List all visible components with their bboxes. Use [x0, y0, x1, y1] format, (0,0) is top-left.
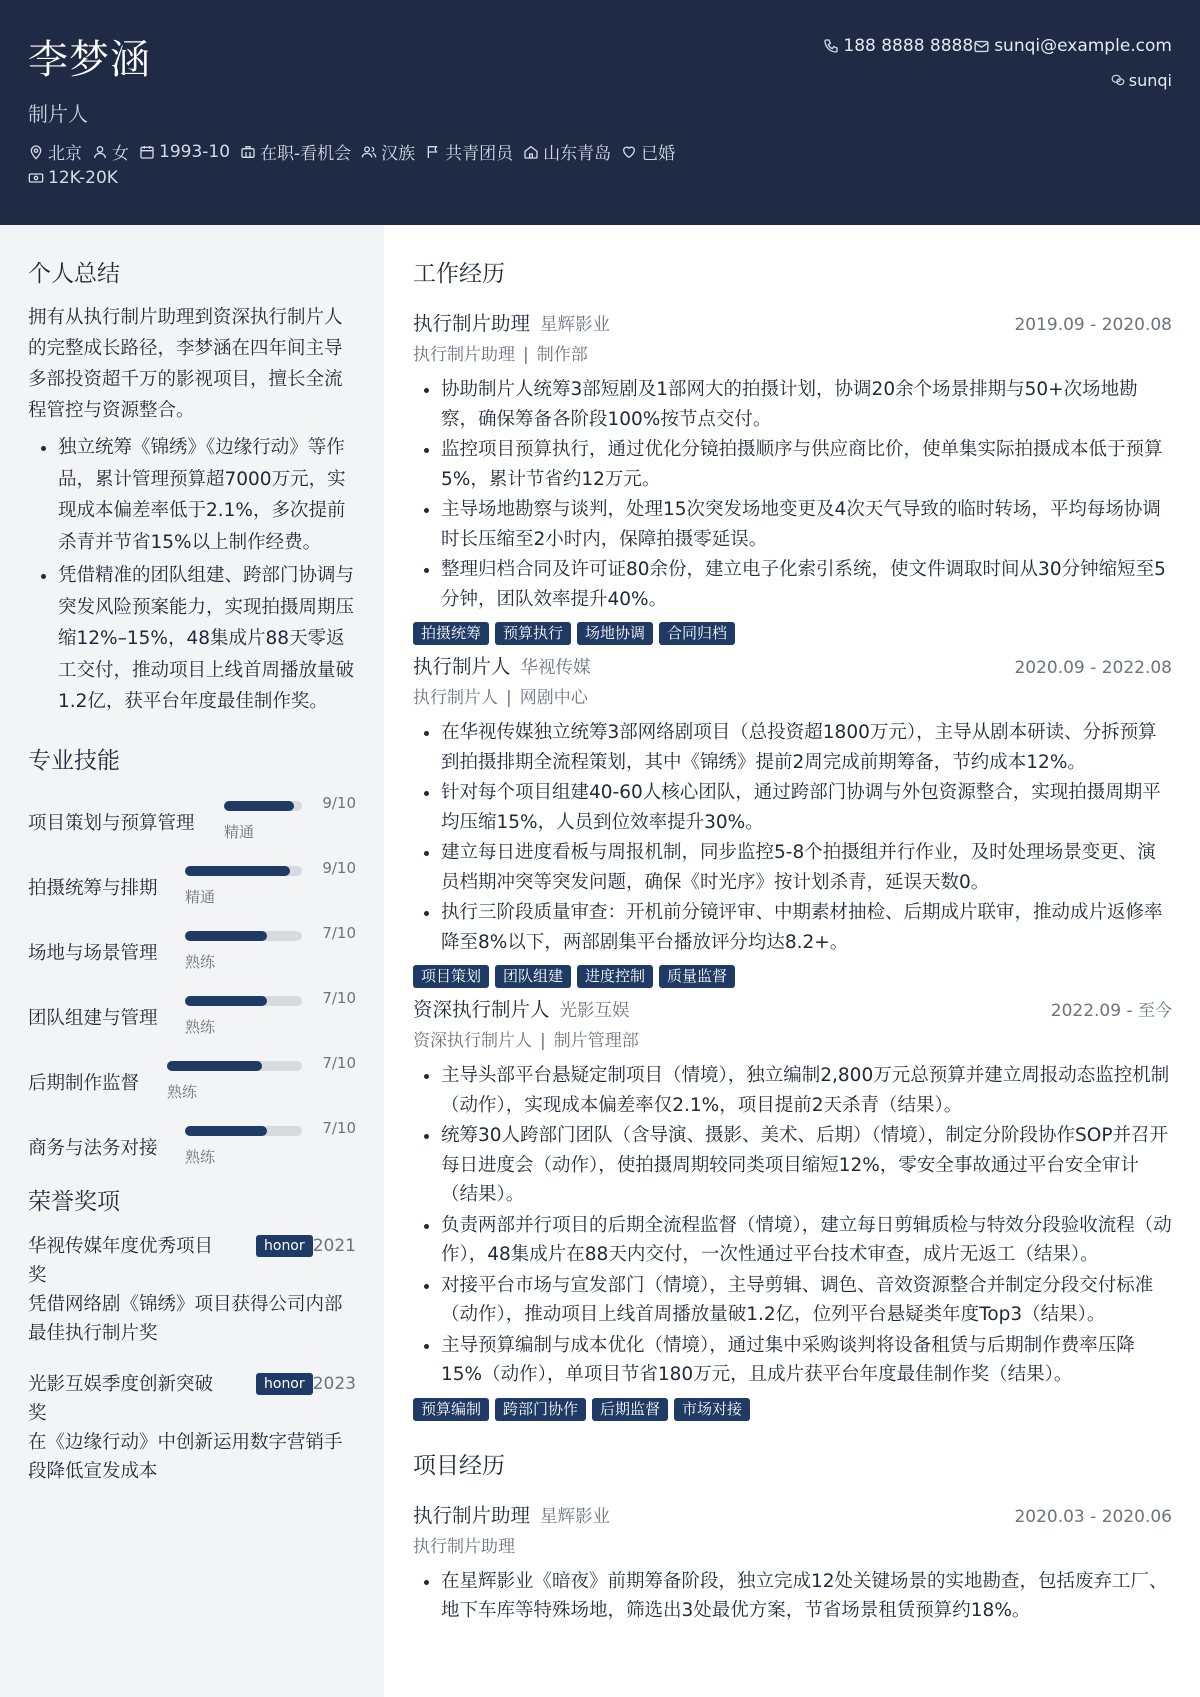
project-entry [413, 1500, 1172, 1626]
job-position: 执行制片人 [413, 688, 498, 708]
job-point: • 对接平台市场与宣发部门（情境），主导剪辑、调色、音效资源整合并制定分段交付标准（动作），推动项目上线首周播放量破1.2亿，位列平台悬疑类年度Top3（结果）。 [441, 1271, 1172, 1330]
job-company: 星辉影业 [540, 315, 611, 335]
job-title: 执行制片助理 [413, 312, 531, 335]
job-entry [413, 994, 1172, 1421]
job-position: 资深执行制片人 [413, 1031, 532, 1051]
skill-tag: 拍摄统筹 [413, 622, 489, 645]
skill-bar [167, 1061, 302, 1071]
summary-points [28, 432, 356, 718]
job-point: • 针对每个项目组建40-60人核心团队，通过跨部门协调与外包资源整合，实现拍摄周期平均压缩15%，人员到位效率提升30%。 [441, 778, 1172, 837]
skill-tag: 预算编制 [413, 1398, 489, 1421]
honor-description: 凭借网络剧《锦绣》项目获得公司内部最佳执行制片奖 [28, 1293, 343, 1344]
job-position: 执行制片助理 [413, 345, 515, 365]
email-contact[interactable] [973, 36, 1172, 56]
skill-item: 场地与场景管理 熟练 7/10 [28, 923, 356, 971]
job-department: 制片管理部 [553, 1031, 639, 1051]
skill-item: 拍摄统筹与排期 精通 9/10 [28, 858, 356, 906]
meta-hometown: 山东青岛 [523, 139, 611, 164]
meta-salary: 12K-20K [28, 168, 118, 188]
people-icon [361, 144, 377, 160]
project-date: 2020.03 - 2020.06 [1014, 1506, 1172, 1527]
job-point: • 统筹30人跨部门团队（含导演、摄影、美术、后期）（情境），制定分阶段协作SOP并召开每日进度会（动作），使拍摄周期较同类项目缩短12%，零安全事故通过平台安全审计（结果）。 [441, 1121, 1172, 1210]
money-icon [28, 170, 44, 186]
skill-bar [224, 801, 302, 811]
job-entry [413, 651, 1172, 988]
meta-marital: 已婚 [621, 139, 675, 164]
meta-location: 北京 [28, 139, 82, 164]
job-tags [413, 622, 1172, 645]
meta-birth: 1993-10 [139, 139, 230, 164]
job-point: • 建立每日进度看板与周报机制，同步监控5-8个拍摄组并行作业，及时处理场景变更、演员档期冲突等突发问题，确保《时光序》按计划杀青，延误天数0。 [441, 838, 1172, 897]
wechat-id: sunqi [1128, 70, 1172, 90]
job-point: • 执行三阶段质量审查：开机前分镜评审、中期素材抽检、后期成片联审，推动成片返修率降至8%以下，两部剧集平台播放评分均达8.2+。 [441, 898, 1172, 957]
home-icon [523, 144, 539, 160]
job-date: 2022.09 - 至今 [1050, 1001, 1172, 1021]
calendar-icon [139, 144, 155, 160]
job-point: • 监控项目预算执行，通过优化分镜拍摄顺序与供应商比价，使单集实际拍摄成本低于预算5%，累计节省约12万元。 [441, 435, 1172, 494]
project-title: 执行制片助理 [413, 1503, 531, 1527]
project-company: 星辉影业 [540, 1506, 611, 1527]
personal-meta [28, 139, 685, 164]
job-points [413, 1061, 1172, 1390]
honor-badge: honor [256, 1235, 313, 1257]
skill-tag: 质量监督 [659, 965, 735, 988]
project-position: 执行制片助理 [413, 1536, 515, 1557]
meta-status: 在职-看机会 [240, 139, 351, 164]
job-point: • 整理归档合同及许可证80余份，建立电子化索引系统，使文件调取时间从30分钟缩短至5分钟，团队效率提升40%。 [441, 555, 1172, 614]
skill-tag: 跨部门协作 [495, 1398, 586, 1421]
separator: | [540, 1031, 546, 1051]
skill-tag: 项目策划 [413, 965, 489, 988]
separator: | [506, 688, 512, 708]
skill-tag: 合同归档 [659, 622, 735, 645]
skill-bar [185, 996, 302, 1006]
skill-tag: 后期监督 [592, 1398, 668, 1421]
work-heading: 工作经历 [413, 261, 505, 287]
summary-point: • 独立统筹《锦绣》《边缘行动》等作品，累计管理预算超7000万元，实现成本偏差率低于2.1%，多次提前杀青并节省15%以上制作经费。 [58, 432, 356, 558]
main-content [384, 225, 1200, 1697]
skill-bar [185, 1126, 302, 1136]
skill-tag: 团队组建 [495, 965, 571, 988]
honor-title: 光影互娱季度创新突破奖 [28, 1373, 214, 1424]
person-icon [92, 144, 108, 160]
job-point: • 主导头部平台悬疑定制项目（情境），独立编制2,800万元总预算并建立周报动态监控机制（动作），实现成本偏差率仅2.1%，项目提前2天杀青（结果）。 [441, 1061, 1172, 1120]
location-icon [28, 144, 44, 160]
briefcase-icon [240, 144, 256, 160]
job-department: 网剧中心 [519, 688, 588, 708]
sidebar [0, 225, 384, 1697]
meta-ethnicity: 汉族 [361, 139, 415, 164]
honor-year: 2023 [312, 1373, 356, 1394]
salary-meta [28, 168, 128, 188]
phone-contact[interactable] [823, 36, 973, 56]
skill-bar [185, 931, 302, 941]
resume-header [0, 0, 1200, 225]
honor-year: 2021 [312, 1235, 356, 1256]
summary-text: 拥有从执行制片助理到资深执行制片人的完整成长路径，李梦涵在四年间主导多部投资超千万的影视项目，擅长全流程管控与资源整合。 [28, 307, 343, 421]
job-title: 执行制片人 [413, 655, 511, 678]
email-address: sunqi@example.com [994, 36, 1172, 56]
honor-item [28, 1370, 356, 1486]
job-point: • 负责两部并行项目的后期全流程监督（情境），建立每日剪辑质检与特效分段验收流程（动作），48集成片在88天内交付，一次性通过平台技术审查，成片无返工（结果）。 [441, 1211, 1172, 1270]
job-date: 2019.09 - 2020.08 [1014, 315, 1172, 335]
honor-badge: honor [256, 1373, 313, 1395]
honor-title: 华视传媒年度优秀项目奖 [28, 1235, 214, 1286]
honors-heading: 荣誉奖项 [28, 1188, 120, 1215]
job-points [413, 718, 1172, 957]
skill-bar [185, 866, 302, 876]
job-point: • 在华视传媒独立统筹3部网络剧项目（总投资超1800万元），主导从剧本研读、分拆预算到拍摄排期全流程策划，其中《锦绣》提前2周完成前期筹备，节约成本12%。 [441, 718, 1172, 777]
heart-icon [621, 144, 637, 160]
skill-tag: 预算执行 [495, 622, 571, 645]
job-entry [413, 308, 1172, 645]
skill-item: 商务与法务对接 熟练 7/10 [28, 1118, 356, 1166]
candidate-name: 李梦涵 [28, 37, 151, 83]
job-points [413, 375, 1172, 614]
summary-point: • 凭借精准的团队组建、跨部门协调与突发风险预案能力，实现拍摄周期压缩12%–15%，48集成片88天零返工交付，推动项目上线首周播放量破1.2亿，获平台年度最佳制作奖。 [58, 560, 356, 718]
job-tags [413, 1398, 1172, 1421]
separator: | [523, 345, 529, 365]
skill-item: 团队组建与管理 熟练 7/10 [28, 988, 356, 1036]
contact-info [823, 34, 1172, 102]
phone-number: 188 8888 8888 [843, 36, 974, 56]
job-tags [413, 965, 1172, 988]
candidate-role: 制片人 [28, 102, 88, 126]
mail-icon [973, 38, 990, 55]
job-title: 资深执行制片人 [413, 998, 550, 1021]
job-point: • 主导预算编制与成本优化（情境），通过集中采购谈判将设备租赁与后期制作费率压降15%（动作），单项目节省180万元，且成片获平台年度最佳制作奖（结果）。 [441, 1331, 1172, 1390]
job-date: 2020.09 - 2022.08 [1014, 658, 1172, 678]
job-department: 制作部 [536, 345, 588, 365]
flag-icon [425, 144, 441, 160]
skill-tag: 场地协调 [577, 622, 653, 645]
honor-description: 在《边缘行动》中创新运用数字营销手段降低宣发成本 [28, 1431, 343, 1482]
skill-item: 项目策划与预算管理 精通 9/10 [28, 793, 356, 841]
job-company: 华视传媒 [520, 658, 591, 678]
job-point: • 主导场地勘察与谈判，处理15次突发场地变更及4次天气导致的临时转场，平均每场协调时长压缩至2小时内，保障拍摄零延误。 [441, 495, 1172, 554]
wechat-icon [1111, 73, 1125, 87]
skills-list [28, 793, 356, 1183]
skill-tag: 进度控制 [577, 965, 653, 988]
project-points [413, 1567, 1172, 1626]
phone-icon [823, 38, 839, 54]
skills-heading: 专业技能 [28, 747, 120, 774]
meta-political: 共青团员 [425, 139, 513, 164]
job-company: 光影互娱 [559, 1001, 630, 1021]
job-point: • 协助制片人统筹3部短剧及1部网大的拍摄计划，协调20余个场景排期与50+次场地勘察，确保筹备各阶段100%按节点交付。 [441, 375, 1172, 434]
project-heading: 项目经历 [413, 1452, 505, 1479]
skill-tag: 市场对接 [674, 1398, 750, 1421]
meta-gender: 女 [92, 139, 129, 164]
project-point: • 在星辉影业《暗夜》前期筹备阶段，独立完成12处关键场景的实地勘查，包括废弃工厂、地下车库等特殊场地，筛选出3处最优方案，节省场景租赁预算约18%。 [441, 1567, 1172, 1626]
wechat-contact[interactable] [823, 68, 1172, 92]
honor-item [28, 1232, 356, 1348]
summary-heading: 个人总结 [28, 261, 120, 287]
skill-item: 后期制作监督 熟练 7/10 [28, 1053, 356, 1101]
